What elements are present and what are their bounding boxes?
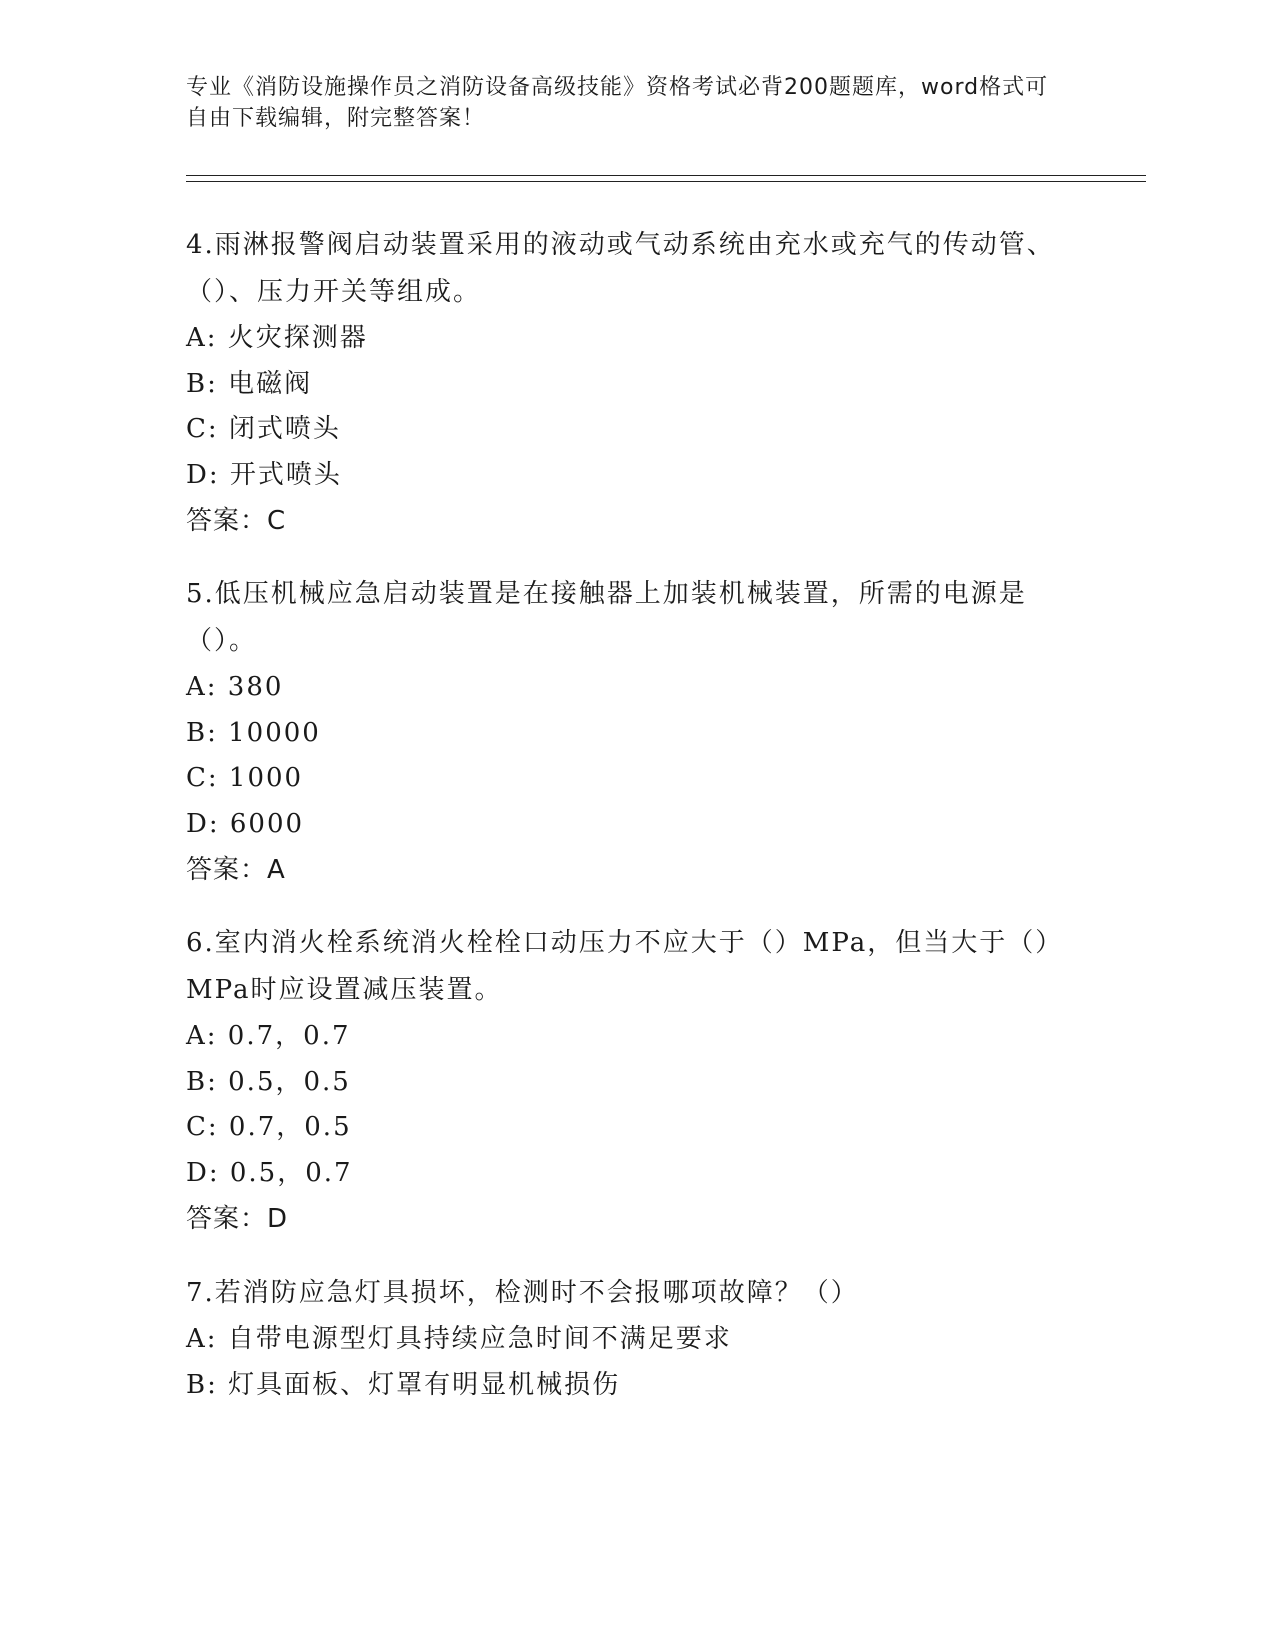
option-b: B: 灯具面板、灯罩有明显机械损伤: [186, 1369, 621, 1400]
header-divider-top: [186, 175, 1146, 176]
option-d: D: 开式喷头: [186, 459, 342, 490]
header-divider-bottom: [186, 181, 1146, 182]
option-b: B: 10000: [186, 717, 321, 748]
question-6: [186, 920, 1076, 1242]
option-a: A: 0.7，0.7: [186, 1021, 351, 1051]
option-a: A: 火灾探测器: [186, 323, 368, 353]
option-b: B: 电磁阀: [186, 368, 313, 399]
question-stem: 7.若消防应急灯具损坏，检测时不会报哪项故障？（）: [186, 1278, 859, 1308]
answer-text: 答案：D: [186, 1204, 289, 1234]
question-7: [186, 1270, 1076, 1408]
question-stem: 5.低压机械应急启动装置是在接触器上加装机械装置，所需的电源是（）。: [186, 579, 1027, 656]
option-c: C: 0.7，0.5: [186, 1112, 352, 1142]
answer-text: 答案：A: [186, 855, 286, 885]
option-d: D: 6000: [186, 808, 305, 839]
option-c: C: 1000: [186, 763, 304, 793]
question-stem: 6.室内消火栓系统消火栓栓口动压力不应大于（）MPa，但当大于（）MPa时应设置减压装置。: [186, 928, 1064, 1005]
option-a: A: 380: [186, 672, 284, 702]
option-d: D: 0.5，0.7: [186, 1157, 353, 1188]
option-b: B: 0.5，0.5: [186, 1066, 351, 1097]
document-header: 专业《消防设施操作员之消防设备高级技能》资格考试必背200题题库，word格式可自由下载编辑，附完整答案！: [186, 75, 1049, 131]
answer-text: 答案：C: [186, 506, 287, 536]
question-5: [186, 571, 1076, 893]
option-c: C: 闭式喷头: [186, 414, 341, 444]
question-4: [186, 222, 1076, 544]
question-stem: 4.雨淋报警阀启动装置采用的液动或气动系统由充水或充气的传动管、（）、压力开关等组成。: [186, 230, 1055, 307]
option-a: A: 自带电源型灯具持续应急时间不满足要求: [186, 1324, 732, 1354]
